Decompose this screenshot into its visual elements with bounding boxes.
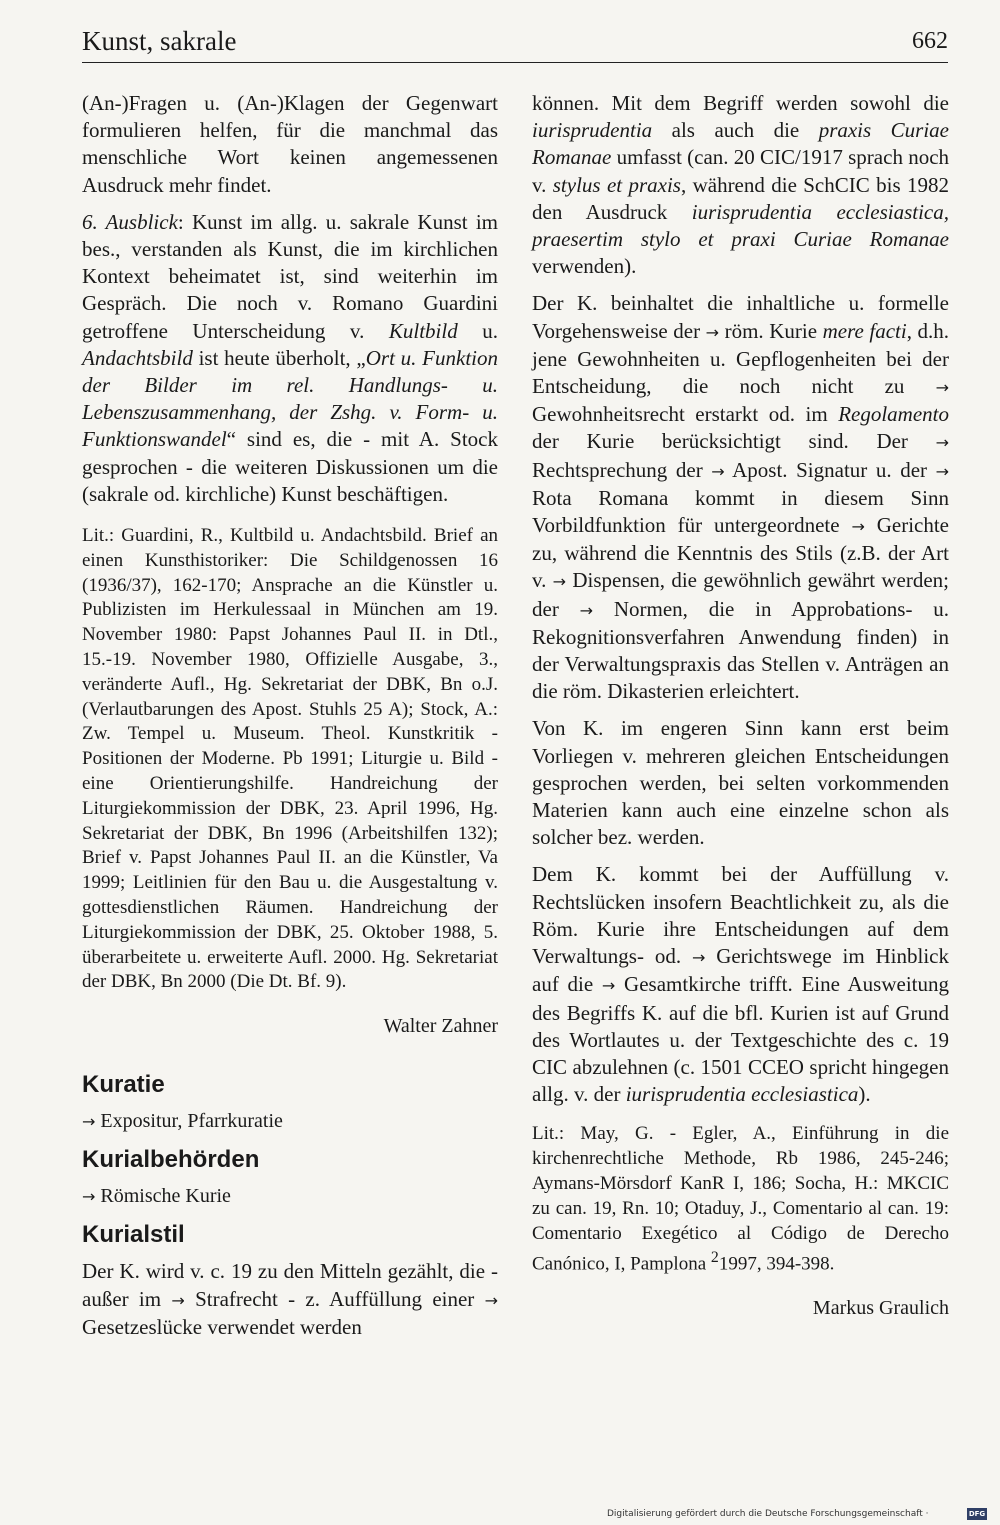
dfg-logo: DFG — [968, 1510, 986, 1518]
cross-reference-link[interactable]: Expositur, Pfarrkuratie — [100, 1110, 283, 1133]
author-signature: Walter Zahner — [383, 1015, 498, 1038]
literature-list: Lit.: Guardini, R., Kultbild u. Andachtsbild. Brief an einen Kunsthistoriker: Die Schildgenossen 16 (1936/37), 162-170; Ansprache an die Künstler u. Publizisten im Herkulessaal in München am 19. November 1980: Papst Johannes Paul II. in Dtl., 15.-19. November 1980, Offizielle Ausgabe, 3., veränderte Aufl., Hg. Sekretariat der DBK, Bn o.J. (Verlautbarungen des Apost. Stuhls 25 A); Stock, A.: Zw. Tempel u. Museum. Theol. Kunstkritik - Positionen der Moderne. Pb 1991; Liturgie u. Bild - eine Orientierungshilfe. Handreichung der Liturgiekommission der DBK, 23. April 1996, Hg. Sekretariat der DBK, Bn 1996 (Arbeitshilfen 132); Brief v. Papst Johannes Paul II. an die Künstler, Va 1999; Leitlinien für den Bau u. die Ausgestaltung v. gottesdienstlichen Räumen. Handreichung der Liturgiekommission der DBK, 25. Oktober 1988, 5. überarbeitete u. erweiterte Aufl. 2000. Hg. Sekretariat der DBK, Bn 2000 (Die Dt. Bf. 9). — [82, 525, 498, 993]
entry-title-kuratie: Kuratie — [82, 1071, 165, 1099]
running-title: Kunst, sakrale — [82, 26, 237, 56]
arrow-icon: → — [552, 572, 567, 592]
paragraph-kurialstil: Der K. wird v. c. 19 zu den Mitteln gezählt, die - außer im → Strafrecht - z. Auffüllung einer → Gesetzeslücke verwendet werden — [82, 1259, 498, 1339]
arrow-icon: → — [851, 517, 865, 537]
digitization-footer — [607, 1508, 987, 1522]
arrow-icon: → — [82, 1187, 96, 1207]
entry-title-kurialbehoerden: Kurialbehörden — [82, 1146, 260, 1174]
arrow-icon: → — [601, 976, 616, 996]
literature-list: Lit.: May, G. - Egler, A., Einführung in die kirchenrechtliche Methode, Rb 1986, 245-246; Aymans-Mörsdorf KanR I, 186; Socha, H.: MKCIC zu can. 19, Rn. 10; Otaduy, J., Comentario al can. 19: Comentario Exegético al Código de Derecho Canónico, I, Pamplona $^2$1997, 394-398. — [532, 1123, 949, 1275]
paragraph: können. Mit dem Begriff werden sowohl die iurisprudentia als auch die praxis Curiae Romanae umfasst (can. 20 CIC/1917 sprach noch v. stylus et praxis, während die SchCIC bis 1982 den Ausdruck iurisprudentia ecclesiastica, praesertim stylo et praxi Curiae Romanae verwenden). — [532, 91, 950, 279]
header-rule — [82, 62, 948, 63]
entry-title-kurialstil: Kurialstil — [82, 1221, 185, 1249]
arrow-icon: → — [705, 322, 720, 342]
arrow-icon: → — [711, 461, 725, 481]
arrow-icon: → — [935, 461, 949, 481]
cross-reference — [82, 1183, 498, 1210]
cross-reference-link[interactable]: Römische Kurie — [100, 1185, 231, 1208]
arrow-icon: → — [484, 1290, 498, 1310]
arrow-icon: → — [935, 433, 949, 453]
arrow-icon: → — [171, 1290, 185, 1310]
section-label: 6. Ausblick — [82, 209, 178, 234]
paragraph-ausblick: 6. Ausblick: Kunst im allg. u. sakrale Kunst im bes., verstanden als Kunst, die im kirchlichen Kontext beheimatet ist, sind weiterhin im Gespräch. Die noch v. Romano Guardini getroffene Unterscheidung v. Kultbild u. Andachtsbild ist heute überholt, „Ort u. Funktion der Bilder im rel. Handlungs- u. Lebenszusammenhang, der Zshg. v. Form- u. Funktionswandel“ sind es, die - mit A. Stock gesprochen - die weiteren Diskussionen um die (sakrale od. kirchliche) Kunst beschäftigen. — [82, 209, 499, 506]
cross-reference — [82, 1108, 498, 1135]
author-signature: Markus Graulich — [812, 1297, 949, 1320]
arrow-icon: → — [691, 948, 706, 968]
right-column — [532, 90, 949, 1323]
footer-credit: Digitalisierung gefördert durch die Deutsche Forschungsgemeinschaft · — [607, 1509, 929, 1519]
paragraph: Der K. beinhaltet die inhaltliche u. formelle Vorgehensweise der → röm. Kurie mere facti, d.h. jene Gewohnheiten u. Gepflogenheiten bei der Entscheidung, die noch nicht zu → Gewohnheitsrecht erstarkt od. im Regolamento der Kurie berücksichtigt sind. Der → Rechtsprechung der → Apost. Signatur u. der → Rota Romana kommt in diesem Sinn Vorbildfunktion für untergeordnete → Gerichte zu, während die Kenntnis des Stils (z.B. der Art v. → Dispensen, die gewöhnlich gewährt werden; der → Normen, die in Approbations- u. Rekognitionsverfahren Anwendung finden) in der Verwaltungspraxis das Stellen v. Anträgen an die röm. Dikasterien erleichtert. — [532, 291, 950, 704]
running-header — [82, 24, 948, 64]
arrow-icon: → — [579, 600, 594, 620]
page-number: 662 — [912, 28, 948, 54]
paragraph: (An-)Fragen u. (An-)Klagen der Gegenwart formulieren helfen, für die manchmal das menschliche Wort keinen angemessenen Ausdruck mehr findet. — [82, 91, 498, 197]
paragraph: Von K. im engeren Sinn kann erst beim Vorliegen v. mehreren gleichen Entscheidungen gesprochen werden, bei selten vorkommenden Materien kann auch eine einzelne schon als solcher bez. werden. — [532, 716, 949, 850]
arrow-icon: → — [82, 1112, 96, 1132]
paragraph: Dem K. kommt bei der Auffüllung v. Rechtslücken insofern Beachtlichkeit zu, als die Röm. Kurie ihre Entscheidungen auf dem Verwaltungs- od. → Gerichtswege im Hinblick auf die → Gesamtkirche trifft. Eine Ausweitung des Begriffs K. auf die bfl. Kurien ist auf Grund des Wortlautes u. der Textgeschichte des c. 19 CIC abzulehnen (c. 1501 CCEO spricht hingegen allg. v. der iurisprudentia ecclesiastica). — [532, 862, 950, 1107]
left-column — [82, 90, 498, 1341]
arrow-icon: → — [935, 378, 949, 398]
